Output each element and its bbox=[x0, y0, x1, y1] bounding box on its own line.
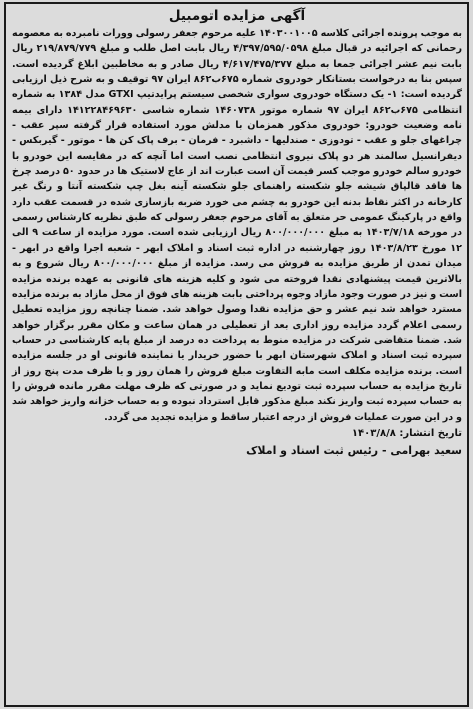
signature-line: سعید بهرامی - رئیس ثبت اسناد و املاک bbox=[246, 443, 462, 457]
publication-date: تاریخ انتشار: ۱۴۰۳/۸/۸ bbox=[351, 427, 462, 439]
notice-title: آگهی مزایده اتومبیل bbox=[168, 8, 306, 24]
notice-frame bbox=[4, 2, 469, 707]
notice-body: به موجب پرونده اجرائی کلاسه ۱۴۰۳۰۰۱۰۰۵ علیه مرحوم جعفر رسولی وورات نامبرده به معصومه رحمانی که اجرائیه در قبال مبلغ ۴/۳۹۷/۵۹۵/۰۵۹۸ ریال بابت اصل طلب و مبلغ ۲۱۹/۸۷۹/۷۷۹ ریال بابت نیم عشر اجرائی جمعا به مبلغ ۴/۶۱۷/۴۷۵/۳۷۷ ریال صادر و به مخاطبین ابلاغ گردیده است. سپس بنا به درخواست بستانکار خودروی شماره ۶۷۵ب۸۶۲ ایران ۹۷ توقیف و به شرح ذیل ارزیابی گردیده است: ۱- یک دستگاه خودروی سواری شخصی سیستم پرایدتیپ GTXI مدل ۱۳۸۴ به شماره انتظامی ۶۷۵ب۸۶۲ ایران ۹۷ شماره موتور ۱۴۶۰۷۳۸ شماره شاسی ۱۴۱۲۲۸۴۶۹۶۳۰ دارای بیمه نامه وضعیت خودرو: خودروی مذکور همزمان با مدلش مورد استفاده قرار گرفته سپر عقب - چراغهای جلو و عقب - تودوزی - صندلیها - داشبرد - فرمان - برف پاک کن ها - موتور - گیربکس - دیفرانسیل سالمند هر دو پلاک نیروی انتظامی نصب است اما آنچه که در مقایسه این خودرو با خودرو سالم خودرو موجب کسر قیمت آن است عبارت اند از عاج لاستیک ها در حدود ۵۰ درصد چرخ ها فاقد قالپاق شیشه جلو شکسته راهنمای جلو شکسته آینه بغل چپ شکسته آنتا و رنگ غیر کارخانه در اکثر نقاط بدنه این خودرو به چشم می خورد ضربه بازسازی شده در قسمت عقب دارد واقع در پارکینگ عمومی حر متعلق به آقای مرحوم جعفر رسولی که طبق نظریه کارشناس رسمی در مورخه ۱۴۰۳/۷/۱۸ به مبلغ ۸۰۰/۰۰۰/۰۰۰ ریال ارزیابی شده است. مورد مزایده از ساعت ۹ الی ۱۲ مورخ ۱۴۰۳/۸/۲۳ روز چهارشنبه در اداره ثبت اسناد و املاک ابهر - شعبه اجرا واقع در ابهر - میدان تمدن از طریق مزایده به فروش می رسد. مزایده از مبلغ ۸۰۰/۰۰۰/۰۰۰ ریال شروع و به بالاترین قیمت پیشنهادی نقدا فروخته می شود و کلیه هزینه های قانونی به عهده برنده مزایده است و نیز در صورت وجود مازاد وجوه پرداختی بابت هزینه های فوق از محل مازاد به برنده مزایده مسترد خواهد شد نیم عشر و حق مزایده نقدا وصول خواهد شد. ضمنا چنانچه روز مزایده تعطیل رسمی اعلام گردد مزایده روز اداری بعد از تعطیلی در همان ساعت و مکان مقرر برگزار خواهد شد. ضمنا متقاضی شرکت در مزایده منوط به پرداخت ده درصد از مبلغ پایه کارشناسی در حساب سپرده ثبت اسناد و املاک شهرستان ابهر با حضور خریدار یا نماینده قانونی او در جلسه مزایده است. برنده مزایده مکلف است مابه التفاوت مبلغ فروش را همان روز و یا ظرف مدت پنج روز از تاریخ مزایده به حساب سپرده ثبت تودیع نماید و در صورتی که ظرف مهلت مقرر مانده فروش را به حساب سپرده ثبت واریز نکند مبلغ مذکور قابل استرداد نبوده و به حساب خزانه واریز خواهد شد و در این صورت عملیات فروش از درجه اعتبار ساقط و مزایده تجدید می گردد. bbox=[12, 28, 463, 423]
